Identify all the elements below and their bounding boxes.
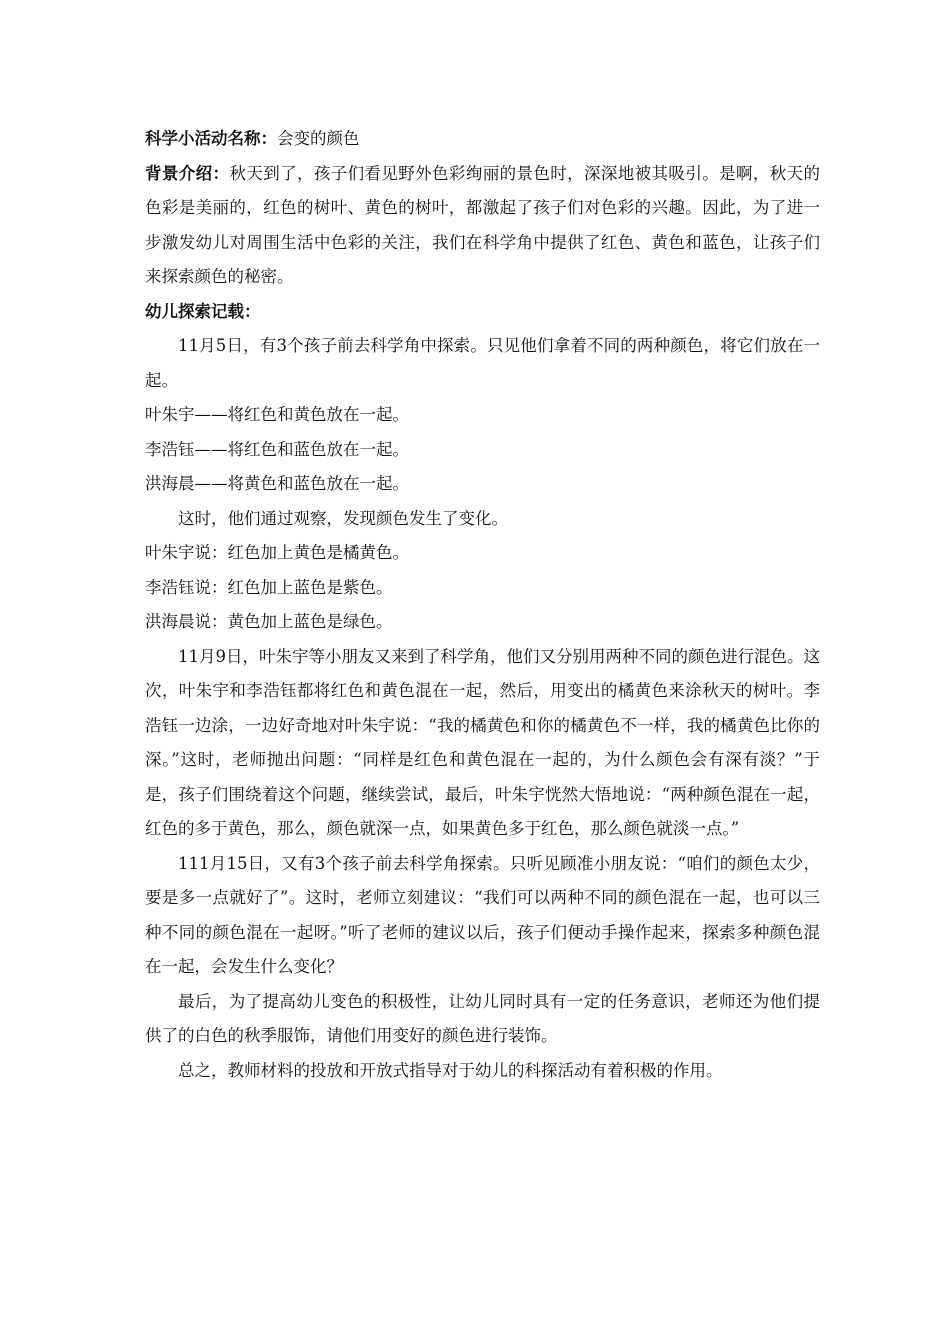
activity-name-line [145,122,820,157]
paragraph-conclusion: 总之，教师材料的投放和开放式指导对于幼儿的科探活动有着积极的作用。 [178,1060,723,1080]
paragraph-nov5: 11月5日，有3个孩子前去科学角中探索。只见他们拿着不同的两种颜色，将它们放在一起。 [145,336,820,390]
line-hong-mix: 洪海晨——将黄色和蓝色放在一起。 [145,474,409,493]
line-li-mix: 李浩钰——将红色和蓝色放在一起。 [145,439,409,459]
record-heading: 幼儿探索记载： [145,301,261,321]
activity-name: 会变的颜色 [277,129,360,148]
paragraph-observe: 这时，他们通过观察，发现颜色发生了变化。 [178,508,508,528]
document-page [145,122,820,1088]
line-ye-mix: 叶朱宇——将红色和黄色放在一起。 [145,405,409,424]
line-ye-say: 叶朱宇说：红色加上黄色是橘黄色。 [145,543,409,562]
background-text: 秋天到了，孩子们看见野外色彩绚丽的景色时，深深地被其吸引。是啊，秋天的色彩是美丽的，红色的树叶、黄色的树叶，都激起了孩子们对色彩的兴趣。因此，为了进一步激发幼儿对周围生活中色彩的关注，我们在科学角中提供了红色、黄色和蓝色，让孩子们来探索颜色的秘密。 [145,163,821,286]
activity-name-label: 科学小活动名称： [145,129,277,148]
paragraph-nov15: 111月15日，又有3个孩子前去科学角探索。只听见顾准小朋友说：“咱们的颜色太少，要是多一点就好了”。这时，老师立刻建议：“我们可以两种不同的颜色混在一起，也可以三种不同的颜色混在一起呀。”听了老师的建议以后，孩子们便动手操作起来，探索多种颜色混在一起，会发生什么变化？ [145,853,820,976]
line-hong-say: 洪海晨说：黄色加上蓝色是绿色。 [145,612,393,631]
paragraph-finally: 最后，为了提高幼儿变色的积极性，让幼儿同时具有一定的任务意识，老师还为他们提供了的白色的秋季服饰，请他们用变好的颜色进行装饰。 [145,991,820,1045]
background-label: 背景介绍： [145,163,230,183]
line-li-say: 李浩钰说：红色加上蓝色是紫色。 [145,577,393,597]
background-paragraph [145,157,820,295]
paragraph-nov9: 11月9日，叶朱宇等小朋友又来到了科学角，他们又分别用两种不同的颜色进行混色。这次，叶朱宇和李浩钰都将红色和黄色混在一起，然后，用变出的橘黄色来涂秋天的树叶。李浩钰一边涂，一边好奇地对叶朱宇说：“我的橘黄色和你的橘黄色不一样，我的橘黄色比你的深。”这时，老师抛出问题：“同样是红色和黄色混在一起的，为什么颜色会有深有淡？”于是，孩子们围绕着这个问题，继续尝试，最后，叶朱宇恍然大悟地说：“两种颜色混在一起，红色的多于黄色，那么，颜色就深一点，如果黄色多于红色，那么颜色就淡一点。” [145,646,820,838]
